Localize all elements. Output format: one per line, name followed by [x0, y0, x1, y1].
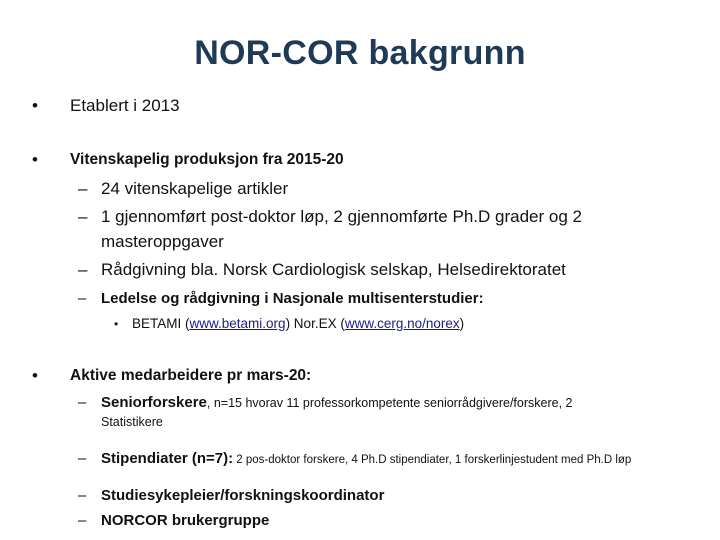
sub-multicenter: Ledelse og rådgivning i Nasjonale multisenterstudier:: [101, 290, 484, 307]
study-links: BETAMI (www.betami.org) Nor.EX (www.cerg.no/norex): [132, 316, 465, 331]
slide-title: NOR-COR bakgrunn: [194, 34, 526, 72]
dash-icon: –: [78, 260, 88, 279]
bullet-icon: •: [32, 96, 38, 115]
sub-senior-cont: Statistikere: [101, 415, 163, 429]
dash-icon: –: [78, 179, 88, 198]
sub-user-group: NORCOR brukergruppe: [101, 512, 270, 529]
bullet-staff: Aktive medarbeidere pr mars-20:: [70, 367, 312, 384]
bullet-established: Etablert i 2013: [70, 96, 180, 115]
sub-senior: Seniorforskere, n=15 hvorav 11 professorkompetente seniorrådgivere/forskere, 2: [101, 394, 573, 411]
dash-icon: –: [78, 450, 87, 467]
sub-fellows: Stipendiater (n=7): 2 pos-doktor forskere, 4 Ph.D stipendiater, 1 forskerlinjestudent med Ph.D løp: [101, 450, 632, 467]
bullet-icon: •: [32, 366, 38, 385]
dash-icon: –: [78, 207, 88, 226]
dash-icon: –: [78, 512, 87, 529]
bullet-production: Vitenskapelig produksjon fra 2015-20: [70, 151, 344, 168]
bullet-icon: •: [32, 150, 38, 169]
norex-link[interactable]: www.cerg.no/norex: [344, 316, 460, 331]
sub-articles: 24 vitenskapelige artikler: [101, 179, 289, 198]
sub-advisory: Rådgivning bla. Norsk Cardiologisk selskap, Helsedirektoratet: [101, 260, 566, 279]
sub-study-nurse: Studiesykepleier/forskningskoordinator: [101, 487, 385, 504]
dash-icon: –: [78, 290, 87, 307]
sub-degrees: 1 gjennomført post-doktor løp, 2 gjennomførte Ph.D grader og 2: [101, 207, 582, 226]
bullet-icon: •: [114, 317, 119, 331]
dash-icon: –: [78, 394, 87, 411]
dash-icon: –: [78, 487, 87, 504]
betami-link[interactable]: www.betami.org: [189, 316, 286, 331]
sub-degrees-cont: masteroppgaver: [101, 232, 224, 251]
